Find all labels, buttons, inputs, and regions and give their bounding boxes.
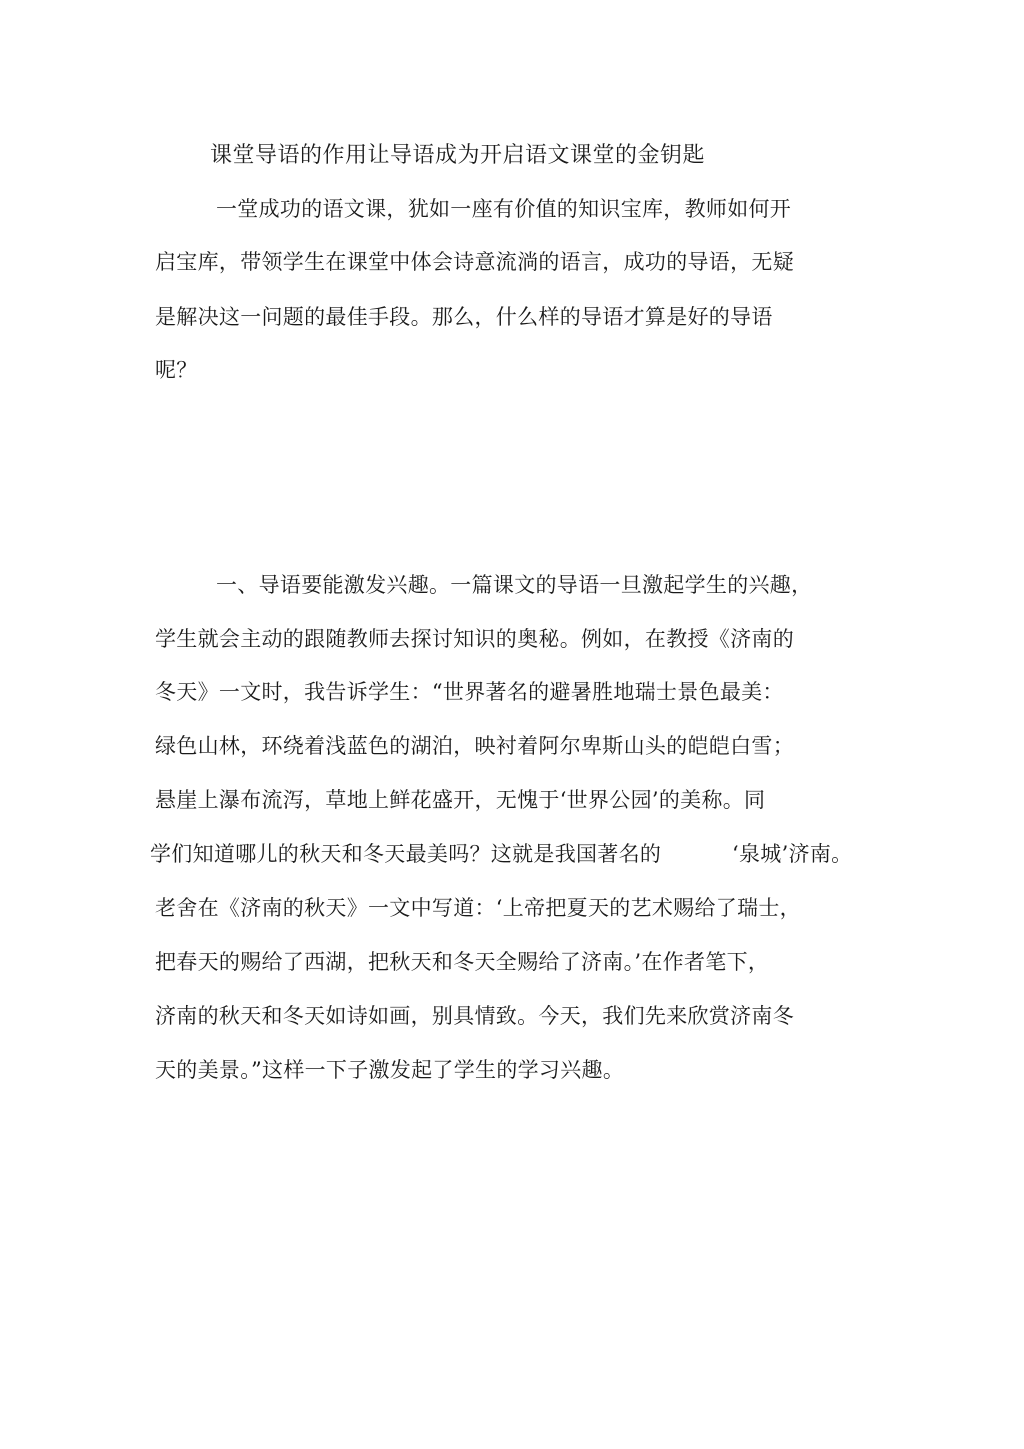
document-title: 课堂导语的作用让导语成为开启语文课堂的金钥匙 [210, 143, 706, 168]
paragraph-line: 学生就会主动的跟随教师去探讨知识的奥秘。例如，在教授《济南的 [155, 627, 794, 651]
paragraph-line: 启宝库，带领学生在课堂中体会诗意流淌的语言，成功的导语，无疑 [155, 250, 794, 274]
paragraph-line: 一堂成功的语文课，犹如一座有价值的知识宝库，教师如何开 [216, 197, 792, 221]
paragraph-line: 济南的秋天和冬天如诗如画，别具情致。今天，我们先来欣赏济南冬 [155, 1004, 794, 1028]
paragraph-line: 呢？ [155, 358, 198, 382]
paragraph-line: 天的美景。”这样一下子激发起了学生的学习兴趣。 [155, 1058, 625, 1082]
paragraph-line: 一、导语要能激发兴趣。一篇课文的导语一旦激起学生的兴趣， [216, 573, 813, 597]
paragraph-line: 把春天的赐给了西湖，把秋天和冬天全赐给了济南。’在作者笔下， [155, 950, 770, 974]
paragraph-line: 是解决这一问题的最佳手段。那么，什么样的导语才算是好的导语 [155, 305, 773, 329]
paragraph-line: 悬崖上瀑布流泻，草地上鲜花盛开，无愧于‘世界公园’的美称。同 [155, 788, 766, 812]
paragraph-line: 学们知道哪儿的秋天和冬天最美吗？这就是我国著名的 [150, 842, 662, 866]
paragraph-line: 冬天》一文时，我告诉学生：“世界著名的避暑胜地瑞士景色最美： [155, 680, 784, 704]
paragraph-line: 老舍在《济南的秋天》一文中写道：‘上帝把夏天的艺术赐给了瑞士， [155, 896, 801, 920]
paragraph-line: ‘泉城’济南。 [732, 842, 853, 866]
paragraph-line: 绿色山林，环绕着浅蓝色的湖泊，映衬着阿尔卑斯山头的皑皑白雪； [155, 734, 794, 758]
